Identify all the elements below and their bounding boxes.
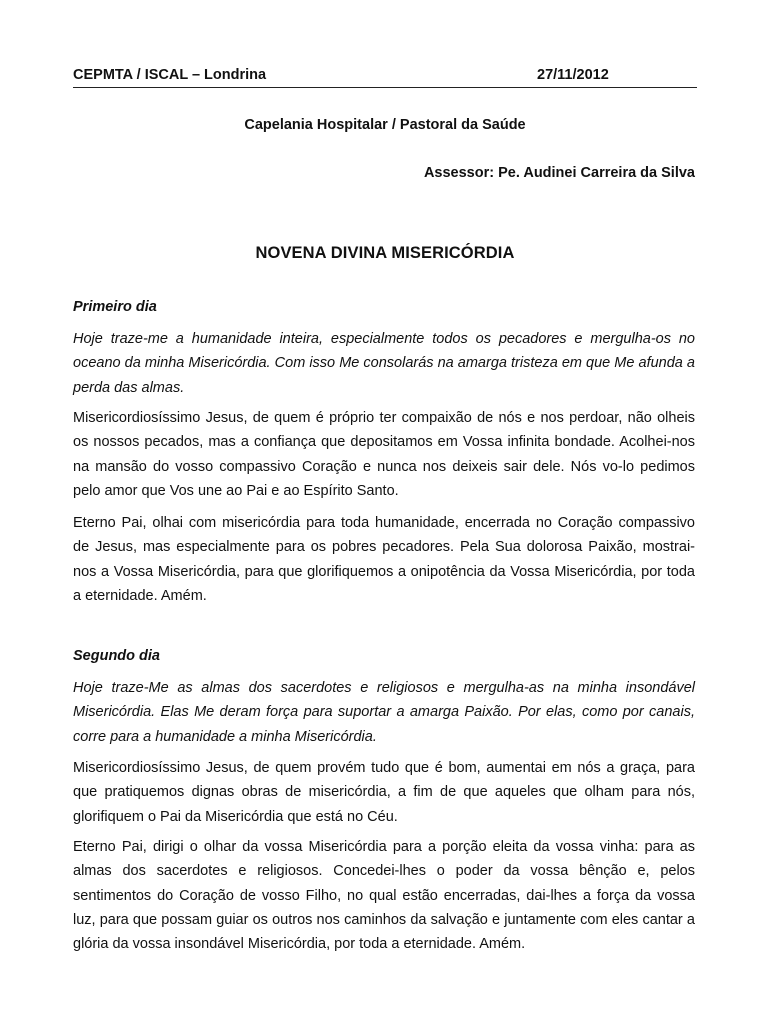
document-subtitle: Capelania Hospitalar / Pastoral da Saúde <box>244 117 526 133</box>
day-2-prayer-to-jesus: Misericordiosíssimo Jesus, de quem provém tudo que é bom, aumentai em nós a graça, para que pratiquemos dignas obras de misericórdia, a fim de que aqueles que olham para nós, glorifiquem o Pai da Misericórdia que está no Céu. <box>73 760 695 825</box>
document-page <box>73 0 697 1024</box>
day-2-prayer-to-father: Eterno Pai, dirigi o olhar da vossa Misericórdia para a porção eleita da vossa vinha: para as almas dos sacerdotes e religiosos. Concedei-lhes o poder da vossa bênção e, pelos sentimentos do Coração de vosso Filho, no qual estão encerradas, dai-lhes a força da vossa luz, para que possam guiar os outros nos caminhos da salvação e juntamente com eles cantar a glória da vossa insondável Misericórdia, por toda a eternidade. Amém. <box>73 839 695 953</box>
day-1-heading: Primeiro dia <box>73 299 157 315</box>
day-2-heading: Segundo dia <box>73 648 160 664</box>
assessor-line: Assessor: Pe. Audinei Carreira da Silva <box>423 165 695 181</box>
header-institution: CEPMTA / ISCAL – Londrina <box>73 67 267 83</box>
day-1-prayer-to-jesus: Misericordiosíssimo Jesus, de quem é próprio ter compaixão de nós e nos perdoar, não olheis os nossos pecados, mas a confiança que depositamos em Vossa infinita bondade. Acolhei-nos na mansão do vosso compassivo Coração e nunca nos deixeis sair dele. Nós vo-lo pedimos pelo amor que Vos une ao Pai e ao Espírito Santo. <box>73 410 695 499</box>
document-title: NOVENA DIVINA MISERICÓRDIA <box>255 244 515 262</box>
day-1-prayer-to-father: Eterno Pai, olhai com misericórdia para toda humanidade, encerrada no Coração compassivo de Jesus, mas especialmente para os pobres pecadores. Pela Sua dolorosa Paixão, mostrai-nos a Vossa Misericórdia, para que glorifiquemos a onipotência da Vossa Misericórdia, por toda a eternidade. Amém. <box>73 515 695 604</box>
day-1-words-of-jesus: Hoje traze-me a humanidade inteira, especialmente todos os pecadores e mergulha-os no oceano da minha Misericórdia. Com isso Me consolarás na amarga tristeza em que Me afunda a perda das almas. <box>73 331 695 396</box>
header-date: 27/11/2012 <box>537 67 609 83</box>
day-2-words-of-jesus: Hoje traze-Me as almas dos sacerdotes e religiosos e mergulha-as na minha insondável Misericórdia. Elas Me deram força para suportar a amarga Paixão. Por elas, como por canais, corre para a humanidade a minha Misericórdia. <box>73 680 695 745</box>
document-header <box>73 67 697 88</box>
